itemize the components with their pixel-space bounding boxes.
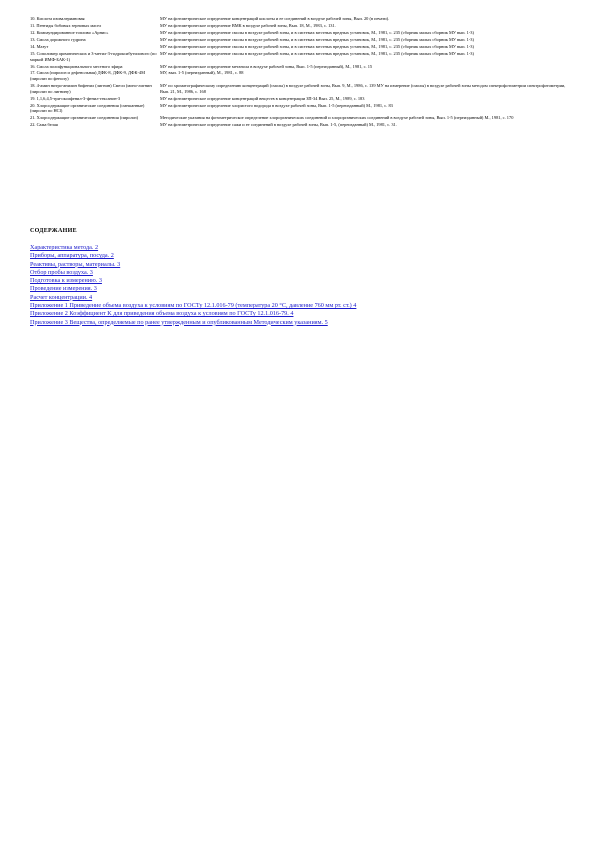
method-cell: МУ на фотометрическое определение смолы в воздухе рабочей зоны, и в системах местных вредных установок, М., 1981, с. 235 (сборник малых сборник МУ вып. 1-3)	[160, 29, 474, 35]
table-row	[30, 44, 570, 51]
list-item	[30, 310, 570, 318]
method-cell: МУ, вып. 1-5 (переизданный), М., 1981, с. 88	[160, 70, 244, 76]
table-row	[30, 51, 570, 64]
list-item	[30, 277, 570, 285]
table-row	[30, 103, 570, 116]
substance-cell: 18. 4-амин нитро-анилин бифенил (лигнин) Смеси (моно-лигнин (пиролиз по лигнину)	[30, 83, 152, 94]
toc-link[interactable]: Подготовка к измерению. 3	[30, 277, 102, 285]
substance-cell: 15. Сополимер ароматических и 3-метил-3-гидроксибутилового (по маркой ИМФ-БАК-1)	[30, 50, 157, 62]
table-row	[30, 64, 570, 71]
table-row	[30, 83, 570, 96]
method-cell: МУ на фотометрическое определение концентраций веществ в концентрации ЗП-34 Вып. 25, М., 1989, с. 183	[160, 95, 365, 101]
substance-method-table-body	[30, 16, 570, 129]
table-of-contents	[30, 244, 570, 327]
substance-method-table	[30, 16, 570, 129]
table-row	[30, 30, 570, 37]
method-cell: Методические указания на фотометрическое определение хлорорганических соединений и хлорорганических соединений в воздухе рабочей зоны, Вып. 1-5 (переизданный) М., 1981, с. 170	[160, 115, 514, 121]
list-item	[30, 269, 570, 277]
toc-link[interactable]: Отбор пробы воздуха. 3	[30, 268, 93, 276]
substance-cell: 22. Сажа белая	[30, 122, 58, 128]
toc-link[interactable]: Расчет концентрации. 4	[30, 293, 93, 301]
toc-link[interactable]: Приложение 2 Коэффициент K для приведения объема воздуха к условиям по ГОСТу 12.1.016-79. 4	[30, 310, 294, 318]
substance-cell: 20. Хлорсодержащие органические соединения (смешанные) (пиролиз по НСl)	[30, 102, 145, 114]
list-item	[30, 261, 570, 269]
table-row	[30, 115, 570, 122]
table-row	[30, 23, 570, 30]
method-cell: МУ на фотометрическое определение метанола в воздухе рабочей зоны, Вып. 1-5 (переизданный), М., 1981, с. 15	[160, 63, 373, 69]
toc-link[interactable]: Реактивы, растворы, материалы. 3	[30, 260, 121, 268]
substance-cell: 17. Смола (пиролиз и дефенольная) ДФК-8, ДФК-9, ДФК-4М (пиролиз по фенолу)	[30, 70, 146, 82]
substance-cell: 19. 1,1,6,4,5-три-оксифенил-3-фенил-гексанон-3	[30, 95, 121, 101]
substance-cell: 11. Пентиды бобовых зерновых масел	[30, 22, 102, 28]
list-item	[30, 244, 570, 252]
method-cell: МУ по хроматографическому определению концентраций (смолы) в воздухе рабочей зоны, Вып. 9, М., 1986, с. 139 МУ на измерение (смолы) в воздухе рабочей зоны методом спектрофотометрии спектрофотометрии, Вып. 21, М., 1986, с. 168	[160, 83, 566, 94]
toc-link[interactable]: Приборы, аппаратура, посуда. 2	[30, 252, 114, 260]
contents-title: СОДЕРЖАНИЕ	[30, 228, 77, 234]
table-row	[30, 70, 570, 83]
list-item	[30, 285, 570, 293]
substance-cell: 13. Смола дорожного гудрона	[30, 36, 86, 42]
toc-link[interactable]: Приложение 3 Вещества, определяемые по ранее утвержденным и опубликованным Методическим указаниям. 5	[30, 318, 328, 326]
substance-cell: 12. Компаундированное топливо «Арнис»	[30, 29, 109, 35]
list-item	[30, 252, 570, 260]
method-cell: МУ на фотометрическое определение смолы в воздухе рабочей зоны, и в системах местных вредных установок, М., 1981, с. 235 (сборник малых сборник МУ вып. 1-3)	[160, 43, 474, 49]
list-item	[30, 302, 570, 310]
method-cell: МУ на фотометрическое определение сажи и ее соединений в воздухе рабочей зоны, Вып. 1-5, (переизданный) М., 1981, с. 31.	[160, 122, 397, 128]
substance-cell: 21. Хлорсодержащие органические соединения (пиролиз)	[30, 115, 139, 121]
table-row	[30, 37, 570, 44]
method-cell: МУ на фотометрическое определение ВМК в воздухе рабочей зоны, Вып. 18, М., 1983, с. 131.	[160, 22, 336, 28]
table-row	[30, 16, 570, 23]
table-row	[30, 96, 570, 103]
toc-link[interactable]: Приложение 1 Приведение объема воздуха к условиям по ГОСТу 12.1.016-79 (температура 20 °С, давление 760 мм рт. ст.) 4	[30, 302, 357, 310]
list-item	[30, 319, 570, 327]
toc-link[interactable]: Проведение измерения. 3	[30, 285, 97, 293]
table-row	[30, 122, 570, 129]
substance-cell: 10. Кислота изовалериановая	[30, 16, 85, 21]
substance-cell: 16. Смола полифункционального местного эфира	[30, 63, 123, 69]
method-cell: МУ на фотометрическое определение смолы в воздухе рабочей зоны, и в системах местных вредных установок, М., 1981, с. 235 (сборник малых сборник МУ вып. 1-3)	[160, 50, 474, 56]
method-cell: МУ на фотометрическое определение хлористого водорода в воздухе рабочей зоны, Вып. 1-5 (переизданный) М., 1981, с. 83	[160, 102, 393, 108]
substance-cell: 14. Мазут	[30, 43, 49, 49]
method-cell: МУ на фотометрическое определение смолы в воздухе рабочей зоны, и в системах местных вредных установок, М., 1981, с. 235 (сборник малых сборник МУ вып. 1-3)	[160, 36, 474, 42]
toc-link[interactable]: Характеристика метода. 2	[30, 244, 99, 251]
method-cell: МУ на фотометрическое определение концентраций кислоты и ее соединений в воздухе рабочей зоны, Вып. 20 (в печати).	[160, 16, 390, 21]
list-item	[30, 294, 570, 302]
